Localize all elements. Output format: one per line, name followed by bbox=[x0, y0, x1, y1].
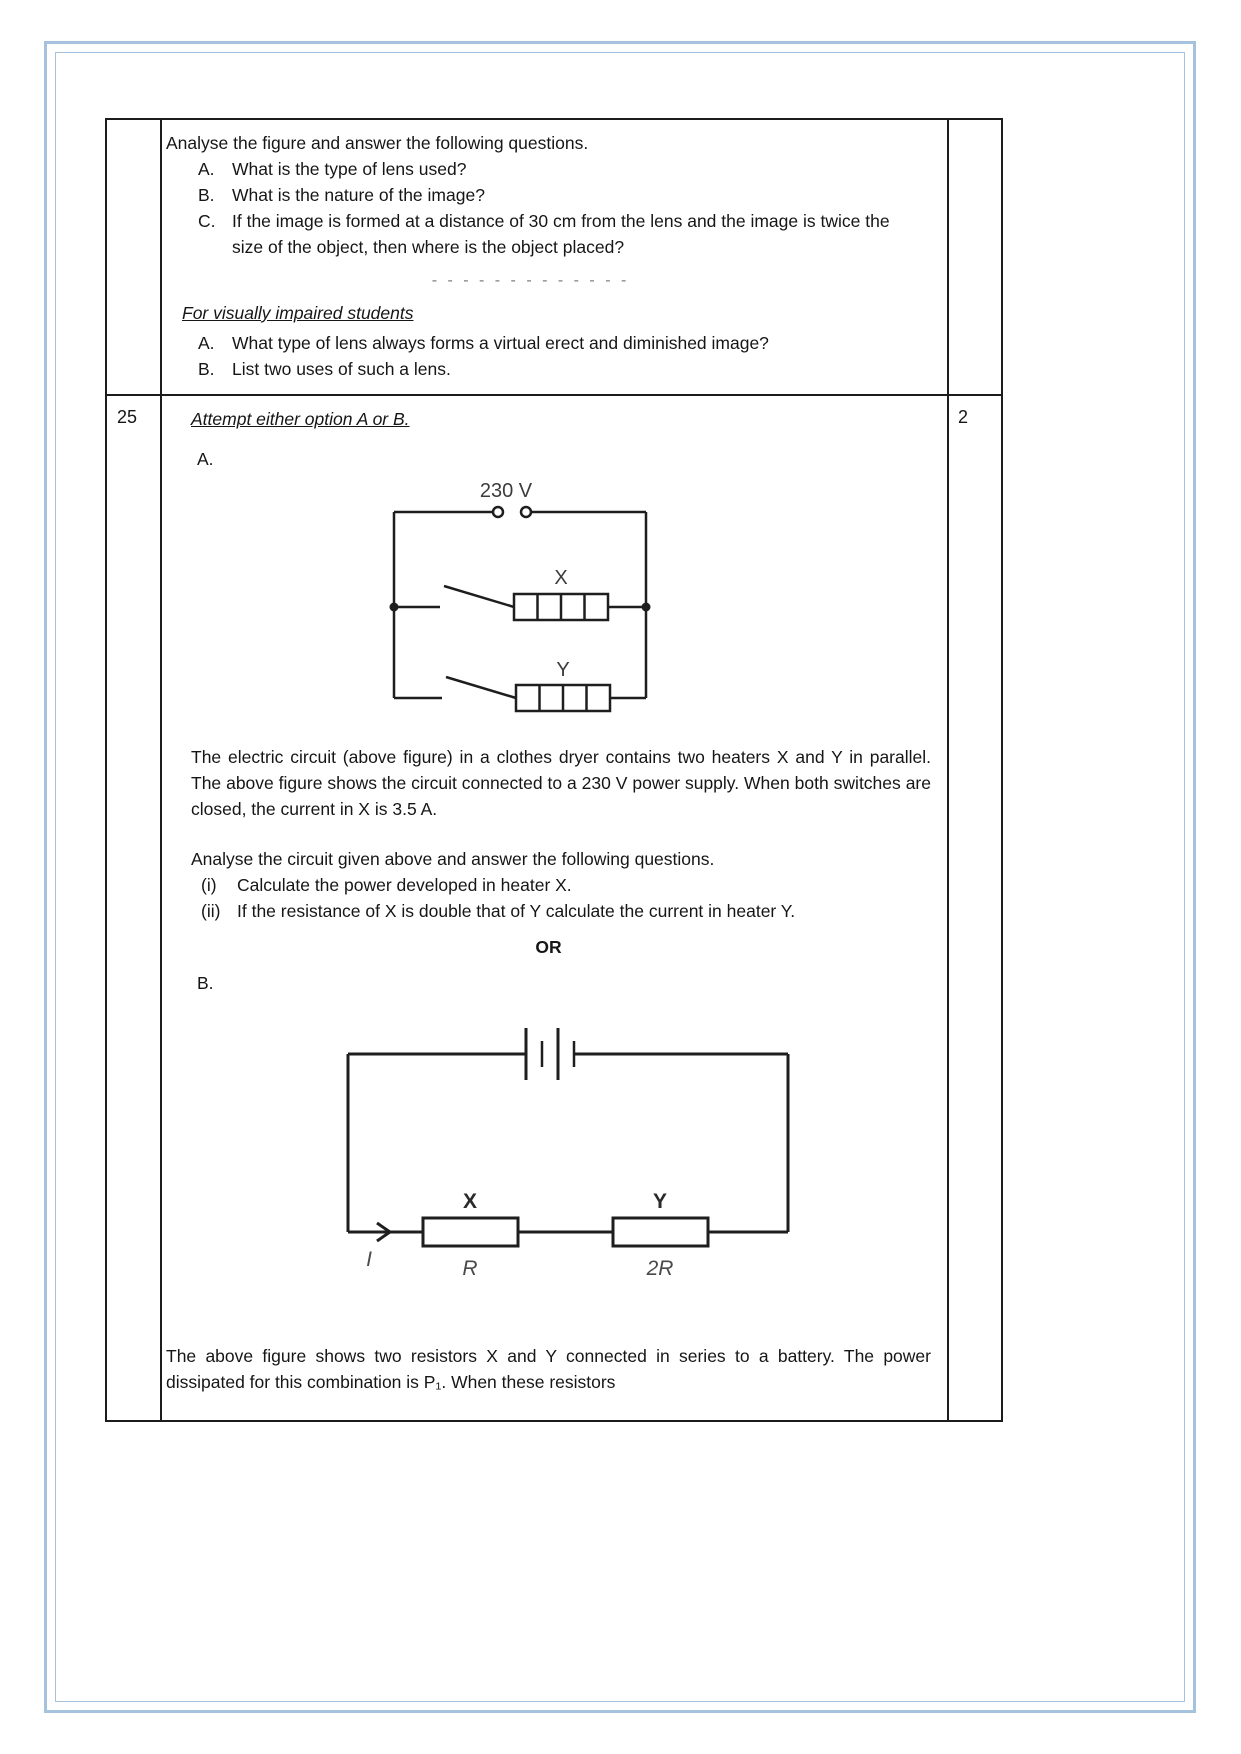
sub-question-text: What is the nature of the image? bbox=[232, 185, 485, 205]
option-a-description: The electric circuit (above figure) in a clothes dryer contains two heaters X and Y in parallel. The above figure shows the circuit connected to a 230 V power supply. When both switches are closed, the current in X is 3.5 A. bbox=[191, 747, 931, 819]
supply-terminal-icons bbox=[493, 507, 531, 517]
marks-cell: 2 bbox=[947, 396, 1001, 1420]
sub-question-label: B. bbox=[198, 185, 215, 205]
question-number-cell: 25 bbox=[107, 396, 162, 1420]
vi-sub-question-a bbox=[198, 330, 935, 356]
resistor-x-label: X bbox=[462, 1190, 478, 1213]
sub-question-text: If the resistance of X is double that of Y calculate the current in heater Y. bbox=[237, 901, 796, 921]
visually-impaired-heading: For visually impaired students bbox=[182, 303, 414, 323]
previous-question-row bbox=[107, 120, 1001, 394]
question-intro: Analyse the figure and answer the following questions. bbox=[166, 133, 589, 153]
sub-question-label: (i) bbox=[201, 875, 217, 895]
question-number-cell bbox=[107, 120, 162, 394]
heater-x-label: X bbox=[554, 567, 568, 589]
sub-question-text: What is the type of lens used? bbox=[232, 159, 467, 179]
sub-question-i bbox=[201, 872, 935, 898]
resistor-y-value: 2R bbox=[646, 1257, 674, 1280]
option-a-sub-questions bbox=[201, 872, 935, 924]
vi-sub-question-b bbox=[198, 356, 935, 382]
sub-question-text: What type of lens always forms a virtual erect and diminished image? bbox=[232, 333, 769, 353]
resistor-x-value: R bbox=[462, 1257, 478, 1280]
sub-question-list bbox=[198, 156, 935, 260]
sub-question-label: A. bbox=[198, 333, 215, 353]
resistor-y-label: Y bbox=[652, 1190, 668, 1213]
vi-sub-question-list bbox=[198, 330, 935, 382]
resistor-y-box bbox=[613, 1218, 708, 1246]
sub-question-label: C. bbox=[198, 211, 216, 231]
question-25-row bbox=[107, 394, 1001, 1420]
sub-question-label: A. bbox=[198, 159, 215, 179]
supply-voltage-label: 230 V bbox=[479, 480, 533, 502]
switch-x-blade-icon bbox=[444, 586, 514, 607]
sub-question-text: List two uses of such a lens. bbox=[232, 359, 451, 379]
marks-cell bbox=[947, 120, 1001, 394]
option-b-label: B. bbox=[197, 973, 214, 993]
branch-x bbox=[394, 586, 646, 620]
battery-icon bbox=[526, 1028, 574, 1080]
or-separator: OR bbox=[535, 937, 562, 957]
option-a-label: A. bbox=[197, 449, 214, 469]
switch-y-blade-icon bbox=[446, 677, 516, 698]
resistor-x-box bbox=[423, 1218, 518, 1246]
option-b-description: The above figure shows two resistors X and Y connected in series to a battery. The power dissipated for this combination is P₁. When these resistors bbox=[166, 1346, 931, 1392]
circuit-diagram-clothes-dryer bbox=[386, 480, 935, 722]
question-content-cell bbox=[162, 396, 947, 1420]
sub-question-c bbox=[198, 208, 935, 260]
attempt-option-heading: Attempt either option A or B. bbox=[191, 409, 410, 429]
sub-question-ii bbox=[201, 898, 935, 924]
circuit-diagram-series-resistors bbox=[343, 1022, 935, 1299]
sub-question-text: Calculate the power developed in heater X. bbox=[237, 875, 572, 895]
sub-question-label: (ii) bbox=[201, 901, 221, 921]
analyse-instruction: Analyse the circuit given above and answer the following questions. bbox=[191, 849, 715, 869]
sub-question-text: If the image is formed at a distance of 30 cm from the lens and the image is twice the size of the object, then where is the object placed? bbox=[232, 211, 890, 257]
sub-question-b bbox=[198, 182, 935, 208]
heater-y-label: Y bbox=[556, 659, 570, 681]
branch-y bbox=[394, 677, 646, 711]
dashed-divider: - - - - - - - - - - - - - bbox=[431, 272, 630, 289]
question-table bbox=[105, 118, 1003, 1422]
sub-question-label: B. bbox=[198, 359, 215, 379]
current-label: I bbox=[366, 1248, 372, 1271]
sub-question-a bbox=[198, 156, 935, 182]
question-content-cell bbox=[162, 120, 947, 394]
